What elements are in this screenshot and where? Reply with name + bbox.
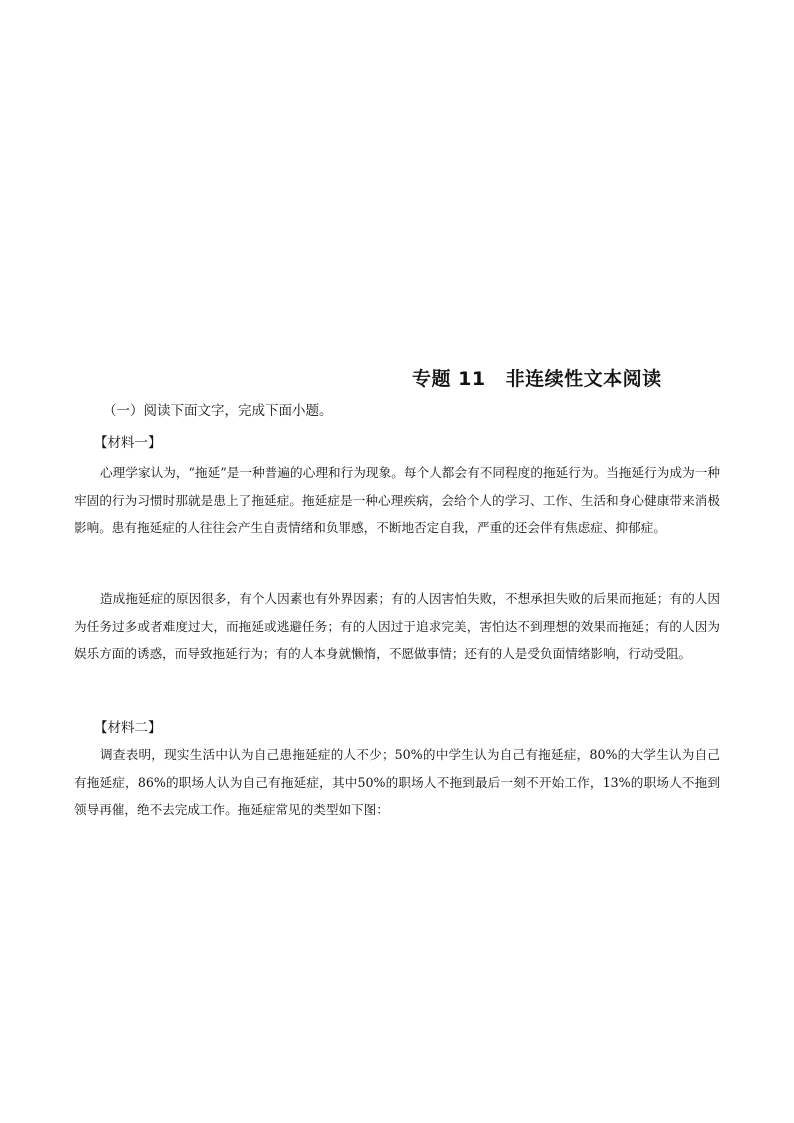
material1-label: 【材料一】	[94, 435, 162, 451]
page-title	[412, 364, 662, 391]
title-number: 专题 11	[412, 368, 486, 390]
material2-paragraph-1: 调查表明，现实生活中认为自己患拖延症的人不少；50%的中学生认为自己有拖延症，80%的大学生认为自己有拖延症，86%的职场人认为自己有拖延症，其中50%的职场人不拖到最后一刻不开始工作，13%的职场人不拖到领导再催，绝不去完成工作。拖延症常见的类型如下图：	[74, 747, 720, 817]
instruction-line: （一）阅读下面文字，完成下面小题。	[103, 403, 333, 419]
material1-paragraph-2: 造成拖延症的原因很多，有个人因素也有外界因素；有的人因害怕失败，不想承担失败的后果而拖延；有的人因为任务过多或者难度过大，而拖延或逃避任务；有的人因过于追求完美，害怕达不到理想的效果而拖延；有的人因为娱乐方面的诱惑，而导致拖延行为；有的人本身就懒惰，不愿做事情；还有的人是受负面情绪影响，行动受阻。	[74, 591, 720, 661]
material1-paragraph-1: 心理学家认为，“拖延”是一种普遍的心理和行为现象。每个人都会有不同程度的拖延行为。当拖延行为成为一种牢固的行为习惯时那就是患上了拖延症。拖延症是一种心理疾病，会给个人的学习、工作、生活和身心健康带来消极影响。患有拖延症的人往往会产生自责情绪和负罪感，不断地否定自我，严重的还会伴有焦虑症、抑郁症。	[74, 465, 720, 535]
material2-label: 【材料二】	[94, 720, 162, 736]
title-text: 非连续性文本阅读	[505, 368, 662, 390]
